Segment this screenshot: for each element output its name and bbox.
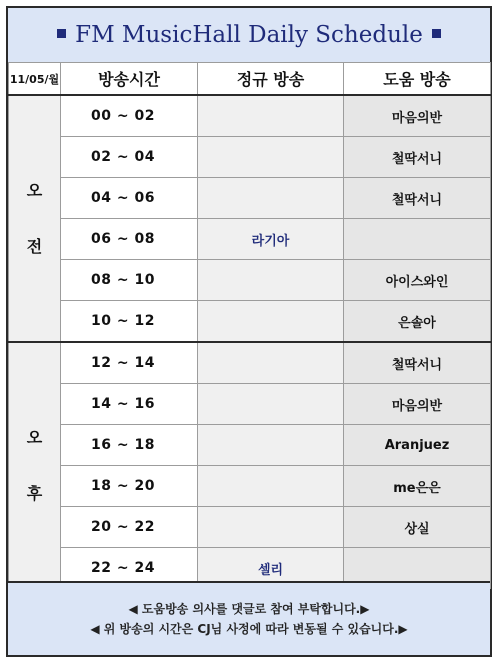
regular-column-header: 정규 방송 xyxy=(198,63,344,96)
table-row xyxy=(9,466,491,507)
regular-cell xyxy=(198,178,344,219)
notice-box xyxy=(8,581,490,655)
table-row xyxy=(9,342,491,384)
schedule-board xyxy=(6,6,492,657)
table-row xyxy=(9,178,491,219)
time-cell: 14 ~ 16 xyxy=(61,384,198,425)
regular-cell xyxy=(198,95,344,137)
help-cell: 아이스와인 xyxy=(344,260,491,301)
help-cell: 철딱서니 xyxy=(344,178,491,219)
regular-cell xyxy=(198,137,344,178)
time-cell: 12 ~ 14 xyxy=(61,342,198,384)
regular-cell xyxy=(198,342,344,384)
help-cell: me은은 xyxy=(344,466,491,507)
help-cell: 철딱서니 xyxy=(344,342,491,384)
time-column-header: 방송시간 xyxy=(61,63,198,96)
table-row xyxy=(9,137,491,178)
table-row xyxy=(9,507,491,548)
square-bullet-icon xyxy=(57,29,66,38)
regular-cell xyxy=(198,507,344,548)
help-cell: 상실 xyxy=(344,507,491,548)
schedule-title-text: FM MusicHall Daily Schedule xyxy=(75,22,423,48)
period-label: 오 xyxy=(26,427,43,447)
help-cell: 은솔아 xyxy=(344,301,491,343)
table-row xyxy=(9,425,491,466)
time-cell: 02 ~ 04 xyxy=(61,137,198,178)
help-cell: Aranjuez xyxy=(344,425,491,466)
time-cell: 00 ~ 02 xyxy=(61,95,198,137)
regular-cell xyxy=(198,466,344,507)
time-cell: 20 ~ 22 xyxy=(61,507,198,548)
date-header: 11/05/월 xyxy=(9,63,61,96)
table-row xyxy=(9,219,491,260)
time-cell: 22 ~ 24 xyxy=(61,548,198,589)
regular-cell xyxy=(198,384,344,425)
period-am xyxy=(9,95,61,342)
notice-line: ◀ 도움방송 의사를 댓글로 참여 부탁합니다.▶ xyxy=(128,602,370,616)
help-cell: 마음의반 xyxy=(344,95,491,137)
time-cell: 16 ~ 18 xyxy=(61,425,198,466)
table-row xyxy=(9,95,491,137)
notice-line: ◀ 위 방송의 시간은 CJ님 사정에 따라 변동될 수 있습니다.▶ xyxy=(90,622,408,636)
period-label: 후 xyxy=(26,483,43,503)
period-pm xyxy=(9,342,61,589)
time-cell: 08 ~ 10 xyxy=(61,260,198,301)
help-cell xyxy=(344,219,491,260)
regular-cell xyxy=(198,425,344,466)
table-row xyxy=(9,301,491,343)
help-column-header: 도움 방송 xyxy=(344,63,491,96)
time-cell: 10 ~ 12 xyxy=(61,301,198,343)
time-cell: 18 ~ 20 xyxy=(61,466,198,507)
table-header-row xyxy=(9,63,491,96)
table-row xyxy=(9,260,491,301)
help-cell: 철딱서니 xyxy=(344,137,491,178)
period-label: 오 xyxy=(26,180,43,200)
regular-cell xyxy=(198,260,344,301)
help-cell: 마음의반 xyxy=(344,384,491,425)
regular-cell: 셀리 xyxy=(198,548,344,589)
table-row xyxy=(9,384,491,425)
time-cell: 04 ~ 06 xyxy=(61,178,198,219)
time-cell: 06 ~ 08 xyxy=(61,219,198,260)
schedule-table xyxy=(8,62,491,589)
regular-cell: 라기아 xyxy=(198,219,344,260)
schedule-title xyxy=(8,8,490,64)
regular-cell xyxy=(198,301,344,343)
square-bullet-icon xyxy=(432,29,441,38)
period-label: 전 xyxy=(26,236,43,256)
